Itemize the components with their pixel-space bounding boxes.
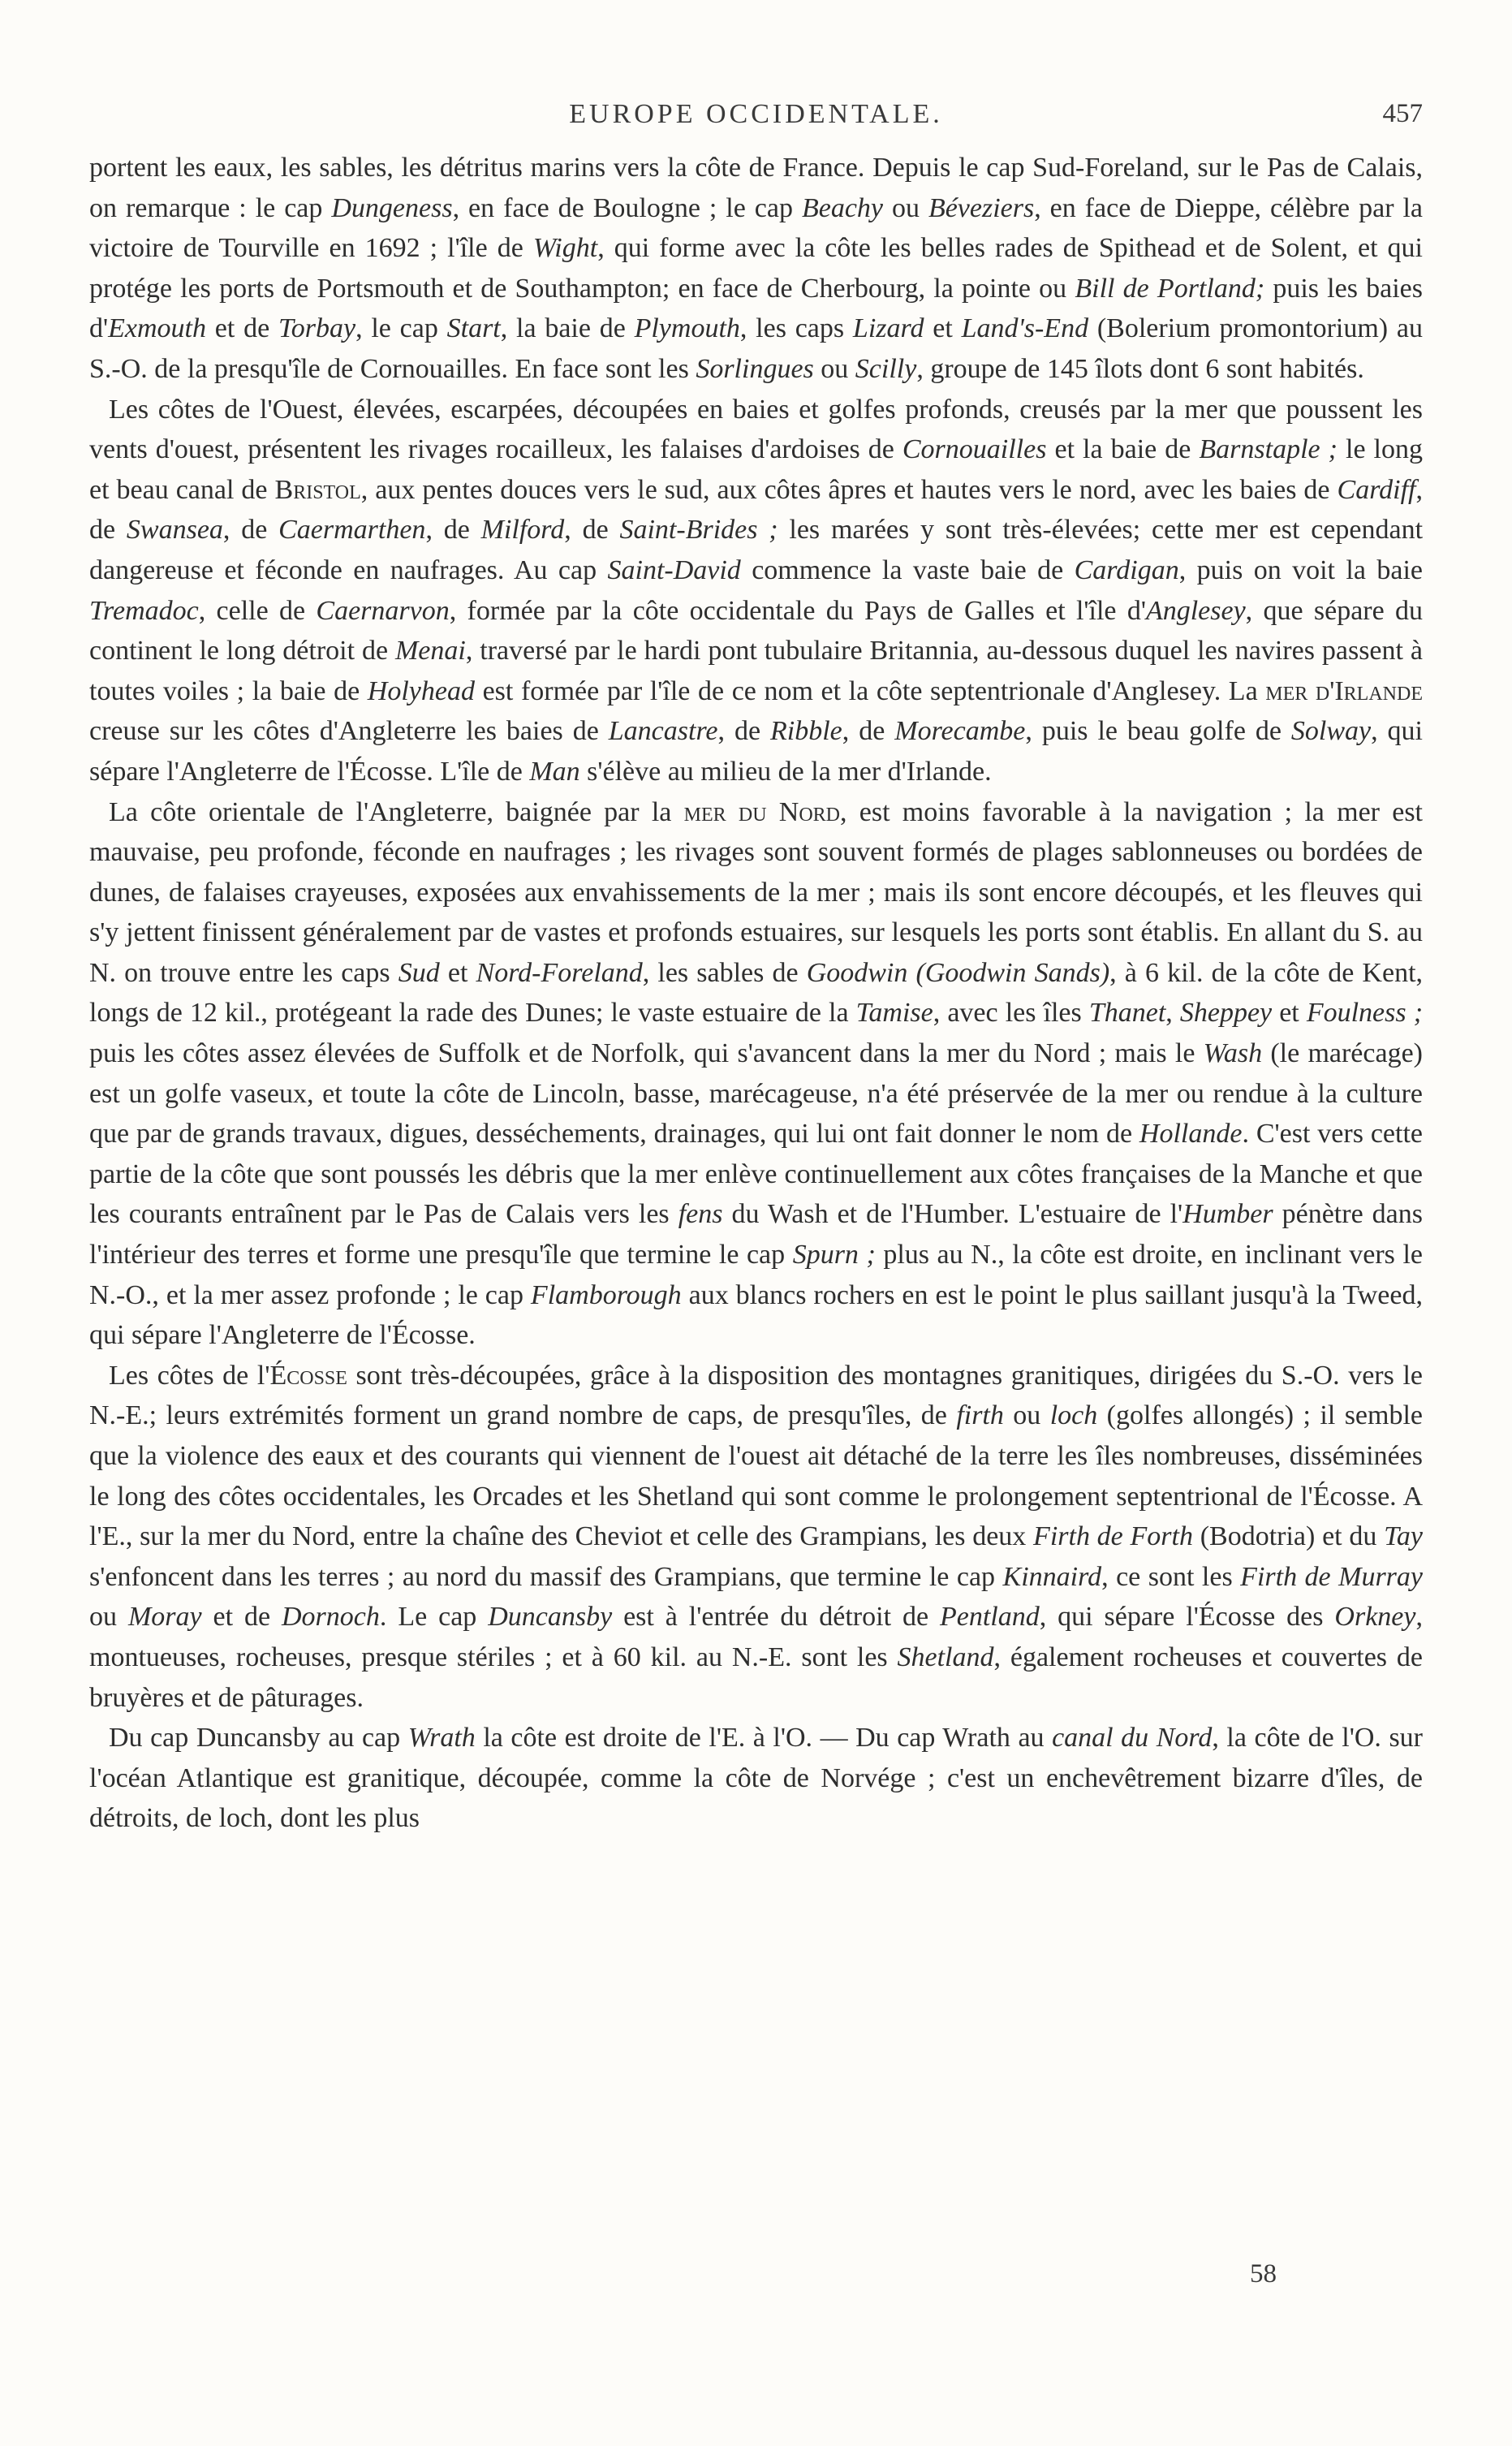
italic-term: Bill de Portland; (1075, 273, 1265, 304)
italic-term: Firth de Forth (1033, 1521, 1193, 1552)
italic-term: Swansea (126, 515, 223, 546)
italic-term: Dungeness (331, 192, 453, 223)
italic-term: Dornoch (282, 1602, 380, 1633)
italic-term: Tremadoc (89, 595, 199, 626)
paragraph: Les côtes de l'Ouest, élevées, escarpées, découpées en baies et golfes profonds, creusés par la mer que poussent les vents d'ouest, présentent les rivages rocailleux, les falaises d'ardoises de Cornouailles et la baie de Barnstaple ; le long et beau canal de Bristol, aux pentes douces vers le sud, aux côtes âpres et hautes vers le nord, avec les baies de Cardiff, de Swansea, de Caermarthen, de Milford, de Saint-Brides ; les marées y sont très-élevées; cette mer est cependant dangereuse et féconde en naufrages. Au cap Saint-David commence la vaste baie de Cardigan, puis on voit la baie Tremadoc, celle de Caernarvon, formée par la côte occidentale du Pays de Galles et l'île d'Anglesey, que sépare du continent le long détroit de Menai, traversé par le hardi pont tubulaire Britannia, au-dessous duquel les navires passent à toutes voiles ; la baie de Holyhead est formée par l'île de ce nom et la côte septentrionale d'Anglesey. La mer d'Irlande creuse sur les côtes d'Angleterre les baies de Lancastre, de Ribble, de Morecambe, puis le beau golfe de Solway, qui sépare l'Angleterre de l'Écosse. L'île de Man s'élève au milieu de la mer d'Irlande. (89, 394, 1424, 787)
italic-term: Anglesey (1145, 595, 1246, 626)
italic-term: Cardiff (1337, 474, 1416, 505)
italic-term: firth (956, 1400, 1004, 1431)
italic-term: Plymouth (634, 313, 740, 344)
small-caps-term: mer du Nord (683, 796, 841, 827)
italic-term: Caernarvon (316, 595, 450, 626)
italic-term: Cardigan (1074, 554, 1179, 585)
italic-term: Start (446, 313, 501, 344)
italic-term: Wrath (407, 1723, 476, 1754)
italic-term: Sheppey (1179, 998, 1273, 1029)
italic-term: Wash (1203, 1038, 1263, 1069)
paragraph: Les côtes de l'Écosse sont très-découpées, grâce à la disposition des montagnes granitiques, dirigées du S.-O. vers le N.-E.; leurs extrémités forment un grand nombre de caps, de presqu'îles, de firth ou loch (golfes allongés) ; il semble que la violence des eaux et des courants qui viennent de l'ouest ait détaché de la terre les îles nombreuses, disséminées le long des côtes occidentales, les Orcades et les Shetland qui sont comme le prolongement septentrional de l'Écosse. A l'E., sur la mer du Nord, entre la chaîne des Cheviot et celle des Grampians, les deux Firth de Forth (Bodotria) et du Tay s'enfoncent dans les terres ; au nord du massif des Grampians, que termine le cap Kinnaird, ce sont les Firth de Murray ou Moray et de Dornoch. Le cap Duncansby est à l'entrée du détroit de Pentland, qui sépare l'Écosse des Orkney, montueuses, rocheuses, presque stériles ; et à 60 kil. au N.-E. sont les Shetland, également rocheuses et couvertes de bruyères et de pâturages. (89, 1360, 1424, 1713)
italic-term: Lizard (852, 313, 924, 344)
italic-term: Pentland (939, 1602, 1040, 1633)
running-title: EUROPE OCCIDENTALE. (569, 99, 943, 129)
italic-term: canal du Nord (1052, 1723, 1213, 1754)
italic-term: Beachy (801, 192, 883, 223)
italic-term: Barnstaple ; (1199, 434, 1338, 465)
italic-term: Caermarthen (278, 515, 426, 546)
italic-term: Thanet (1088, 998, 1166, 1029)
italic-term: Orkney (1334, 1602, 1416, 1633)
italic-term: Tamise (855, 998, 933, 1029)
italic-term: Spurn ; (792, 1240, 876, 1270)
italic-term: Foulness ; (1306, 998, 1424, 1029)
italic-term: Exmouth (108, 313, 206, 344)
italic-term: Moray (127, 1602, 202, 1633)
italic-term: Sorlingues (696, 353, 814, 384)
small-caps-term: mer d'Irlande (1265, 675, 1423, 706)
italic-term: Menai (394, 636, 466, 667)
italic-term: Cornouailles (902, 434, 1047, 465)
italic-term: Lancastre (608, 716, 718, 747)
italic-term: Morecambe (894, 716, 1026, 747)
paragraph: La côte orientale de l'Angleterre, baignée par la mer du Nord, est moins favorable à la navigation ; la mer est mauvaise, peu profonde, féconde en naufrages ; les rivages sont souvent formés de plages sablonneuses ou bordées de dunes, de falaises crayeuses, exposées aux envahissements de la mer ; mais ils sont encore découpés, et les fleuves qui s'y jettent finissent généralement par de vastes et profonds estuaires, sur lesquels les ports sont établis. En allant du S. au N. on trouve entre les caps Sud et Nord-Foreland, les sables de Goodwin (Goodwin Sands), à 6 kil. de la côte de Kent, longs de 12 kil., protégeant la rade des Dunes; le vaste estuaire de la Tamise, avec les îles Thanet, Sheppey et Foulness ; puis les côtes assez élevées de Suffolk et de Norfolk, qui s'avancent dans la mer du Nord ; mais le Wash (le marécage) est un golfe vaseux, et toute la côte de Lincoln, basse, marécageuse, n'a été préservée de la mer ou rendue à la culture que par de grands travaux, digues, desséchements, drainages, qui lui ont fait donner le nom de Hollande. C'est vers cette partie de la côte que sont poussés les débris que la mer enlève continuellement aux côtes françaises de la Manche et que les courants entraînent par le Pas de Calais vers les fens du Wash et de l'Humber. L'estuaire de l'Humber pénètre dans l'intérieur des terres et forme une presqu'île que termine le cap Spurn ; plus au N., la côte est droite, en inclinant vers le N.-O., et la mer assez profonde ; le cap Flamborough aux blancs rochers en est le point le plus saillant jusqu'à la Tweed, qui sépare l'Angleterre de l'Écosse. (89, 796, 1424, 1351)
italic-term: Nord-Foreland (476, 957, 643, 988)
italic-term: Hollande (1139, 1119, 1243, 1150)
italic-term: Torbay (278, 313, 356, 344)
italic-term: loch (1049, 1400, 1098, 1431)
italic-term: Saint-David (607, 554, 741, 585)
body-text (89, 148, 1423, 1839)
italic-term: Man (529, 756, 580, 787)
small-caps-term: Bristol (274, 474, 361, 505)
small-caps-term: Écosse (269, 1360, 347, 1391)
italic-term: Shetland (897, 1641, 994, 1672)
italic-term: Duncansby (488, 1602, 613, 1633)
italic-term: Land's-End (961, 313, 1089, 344)
italic-term: Kinnaird (1002, 1561, 1102, 1592)
running-head (0, 99, 1512, 132)
italic-term: Béveziers (928, 192, 1035, 223)
italic-term: Ribble (770, 716, 842, 747)
italic-term: Solway (1290, 716, 1372, 747)
paragraph: portent les eaux, les sables, les détritus marins vers la côte de France. Depuis le cap Sud-Foreland, sur le Pas de Calais, on remarque : le cap Dungeness, en face de Boulogne ; le cap Beachy ou Béveziers, en face de Dieppe, célèbre par la victoire de Tourville en 1692 ; l'île de Wight, qui forme avec la côte les belles rades de Spithead et de Solent, et qui protége les ports de Portsmouth et de Southampton; en face de Cherbourg, la pointe ou Bill de Portland; puis les baies d'Exmouth et de Torbay, le cap Start, la baie de Plymouth, les caps Lizard et Land's-End (Bolerium promontorium) au S.-O. de la presqu'île de Cornouailles. En face sont les Sorlingues ou Scilly, groupe de 145 îlots dont 6 sont habités. (89, 153, 1424, 384)
page-number: 457 (1382, 99, 1423, 128)
italic-term: fens (678, 1199, 723, 1230)
italic-term: Flamborough (530, 1279, 682, 1310)
italic-term: Humber (1182, 1199, 1273, 1230)
paragraph: Du cap Duncansby au cap Wrath la côte est droite de l'E. à l'O. — Du cap Wrath au canal du Nord, la côte de l'O. sur l'océan Atlantique est granitique, découpée, comme la côte de Norvége ; c'est un enchevêtrement bizarre d'îles, de détroits, de loch, dont les plus (89, 1723, 1423, 1834)
italic-term: Holyhead (367, 675, 475, 706)
italic-term: Goodwin (Goodwin Sands) (806, 957, 1110, 988)
italic-term: Wight (532, 233, 598, 264)
italic-term: Scilly (855, 353, 917, 384)
italic-term: Tay (1384, 1521, 1423, 1552)
italic-term: Sud (398, 957, 440, 988)
signature-mark: 58 (1250, 2259, 1277, 2289)
italic-term: Milford (480, 515, 565, 546)
italic-term: Firth de Murray (1240, 1561, 1423, 1592)
italic-term: Saint-Brides ; (619, 515, 778, 546)
